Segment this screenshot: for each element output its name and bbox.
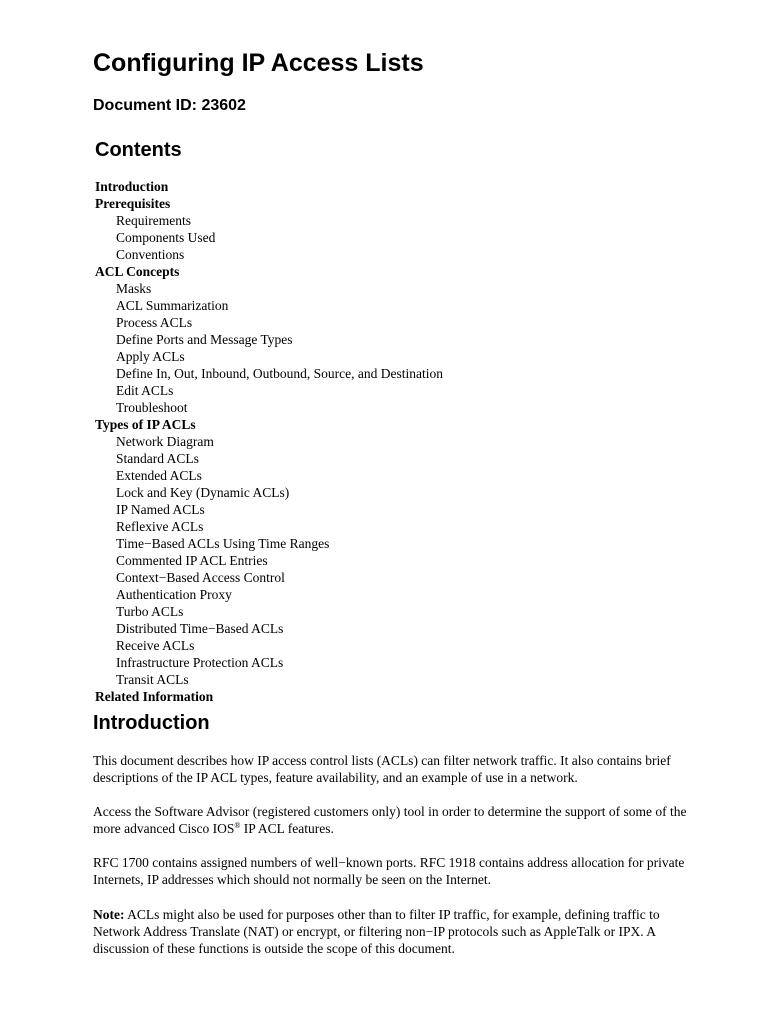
toc-section-link[interactable]: Prerequisites (95, 196, 171, 211)
toc-subsection-link[interactable]: Apply ACLs (116, 349, 185, 364)
toc-subsection-link[interactable]: Define In, Out, Inbound, Outbound, Source, and Destination (116, 366, 443, 381)
contents-heading: Contents (95, 139, 182, 161)
toc-subsection-link[interactable]: Lock and Key (Dynamic ACLs) (116, 485, 290, 500)
toc-subsection-link[interactable]: Extended ACLs (116, 468, 202, 483)
toc-subsection-link[interactable]: IP Named ACLs (116, 502, 205, 517)
toc-subsection-link[interactable]: Time−Based ACLs Using Time Ranges (116, 536, 330, 551)
toc-subsection-link[interactable]: Context−Based Access Control (116, 570, 285, 585)
toc-subsection-link[interactable]: Requirements (116, 213, 191, 228)
table-of-contents (95, 178, 443, 705)
toc-subsection-link[interactable]: Distributed Time−Based ACLs (116, 621, 284, 636)
intro-note-paragraph (93, 906, 733, 957)
paragraph-line: discussion of these functions is outside the scope of this document. (93, 941, 455, 956)
paragraph-line: This document describes how IP access control lists (ACLs) can filter network traffic. It also contains brief (93, 753, 671, 768)
toc-subsection-link[interactable]: Define Ports and Message Types (116, 332, 293, 347)
toc-subsection-link[interactable]: Authentication Proxy (116, 587, 232, 602)
paragraph-text: IP ACL features. (240, 821, 334, 836)
paragraph-line: RFC 1700 contains assigned numbers of well−known ports. RFC 1918 contains address allocation for private (93, 855, 685, 870)
toc-subsection-link[interactable]: Edit ACLs (116, 383, 174, 398)
toc-subsection-link[interactable]: Troubleshoot (116, 400, 188, 415)
paragraph-line: Access the Software Advisor (registered customers only) tool in order to determine the support of some of the (93, 804, 687, 819)
paragraph-text: ACLs might also be used for purposes other than to filter IP traffic, for example, defining traffic to (124, 907, 660, 922)
toc-subsection-link[interactable]: Turbo ACLs (116, 604, 184, 619)
note-label: Note: (93, 907, 125, 922)
toc-section-link[interactable]: Introduction (95, 179, 169, 194)
registered-mark: ® (234, 821, 241, 830)
toc-section-link[interactable]: Related Information (95, 689, 214, 704)
toc-subsection-link[interactable]: Standard ACLs (116, 451, 199, 466)
toc-subsection-link[interactable]: Network Diagram (116, 434, 214, 449)
paragraph-line: Network Address Translate (NAT) or encrypt, or filtering non−IP protocols such as AppleTalk or IPX. A (93, 924, 656, 939)
toc-subsection-link[interactable]: ACL Summarization (116, 298, 229, 313)
toc-section-link[interactable]: ACL Concepts (95, 264, 180, 279)
toc-subsection-link[interactable]: Infrastructure Protection ACLs (116, 655, 284, 670)
introduction-heading: Introduction (93, 712, 210, 734)
document-id: Document ID: 23602 (93, 97, 246, 114)
intro-paragraph-3 (93, 854, 733, 888)
paragraph-line (93, 906, 733, 923)
toc-subsection-link[interactable]: Masks (116, 281, 152, 296)
paragraph-line (93, 820, 733, 837)
toc-subsection-link[interactable]: Reflexive ACLs (116, 519, 204, 534)
toc-subsection-link[interactable]: Process ACLs (116, 315, 193, 330)
toc-subsection-link[interactable]: Receive ACLs (116, 638, 195, 653)
toc-subsection-link[interactable]: Components Used (116, 230, 216, 245)
toc-subsection-link[interactable]: Transit ACLs (116, 672, 189, 687)
paragraph-line: Internets, IP addresses which should not normally be seen on the Internet. (93, 872, 492, 887)
intro-paragraph-2 (93, 803, 733, 837)
toc-subsection-link[interactable]: Commented IP ACL Entries (116, 553, 268, 568)
intro-paragraph-1 (93, 752, 733, 786)
toc-subsection-link[interactable]: Conventions (116, 247, 185, 262)
paragraph-line: descriptions of the IP ACL types, feature availability, and an example of use in a network. (93, 770, 578, 785)
paragraph-text: more advanced Cisco IOS (93, 821, 235, 836)
document-title: Configuring IP Access Lists (93, 49, 424, 77)
toc-section-link[interactable]: Types of IP ACLs (95, 417, 196, 432)
